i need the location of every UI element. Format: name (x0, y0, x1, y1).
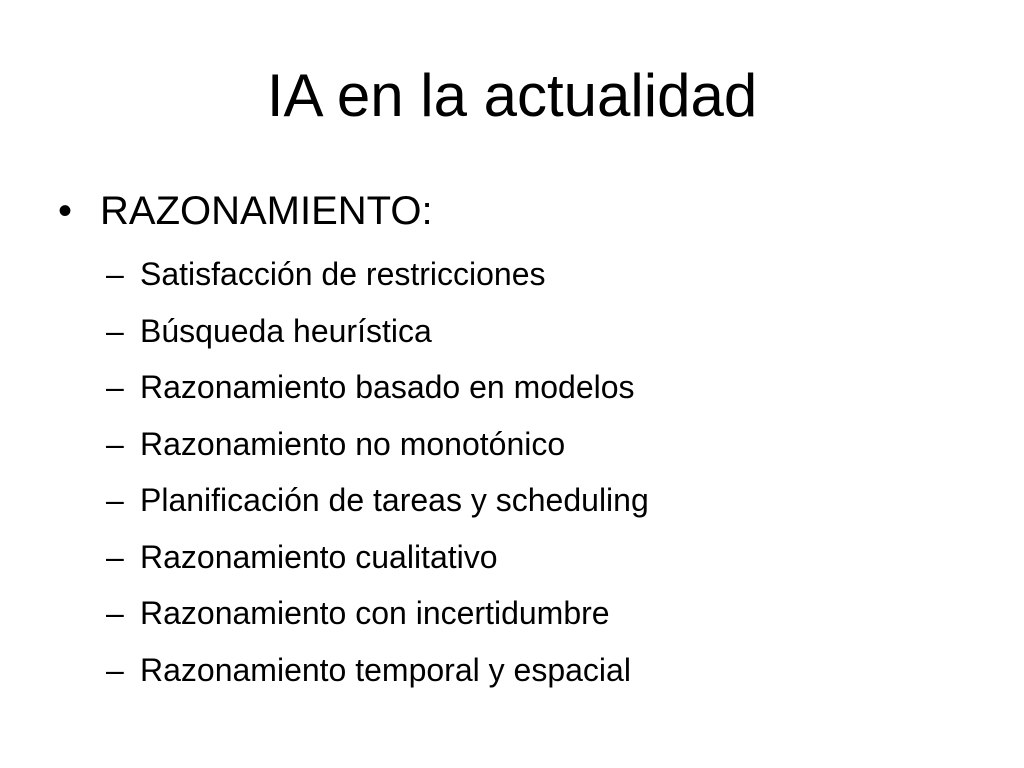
sub-bullet-label: Razonamiento con incertidumbre (140, 595, 610, 631)
sub-bullet-item (106, 642, 998, 699)
sub-bullet-item (106, 472, 998, 529)
sub-bullet-label: Satisfacción de restricciones (140, 256, 546, 292)
slide-body (58, 180, 998, 698)
sub-bullet-label: Razonamiento basado en modelos (140, 369, 635, 405)
dash-icon: – (106, 369, 124, 405)
sub-bullet-label: Razonamiento temporal y espacial (140, 651, 631, 688)
dash-icon: – (106, 538, 124, 575)
sub-bullet-label: Razonamiento cualitativo (140, 538, 498, 575)
sub-bullet-item (106, 416, 998, 473)
sub-bullet-item (106, 359, 998, 416)
sub-bullet-item (106, 585, 998, 642)
sub-bullet-item (106, 529, 998, 586)
dash-icon: – (106, 256, 124, 292)
dash-icon: – (106, 425, 124, 462)
sub-bullet-label: Planificación de tareas y scheduling (140, 482, 649, 518)
dash-icon: – (106, 312, 124, 349)
sub-bullet-label: Razonamiento no monotónico (140, 425, 566, 462)
sub-bullet-label: Búsqueda heurística (140, 312, 432, 349)
dash-icon: – (106, 595, 124, 631)
sub-bullet-list (58, 246, 998, 698)
dash-icon: – (106, 651, 124, 688)
dash-icon: – (106, 482, 124, 518)
sub-bullet-item (106, 246, 998, 303)
slide-title: IA en la actualidad (266, 62, 758, 129)
bullet-icon: • (58, 189, 73, 233)
main-bullet-item (58, 180, 998, 242)
main-bullet-label: RAZONAMIENTO: (100, 189, 433, 233)
sub-bullet-item (106, 303, 998, 360)
